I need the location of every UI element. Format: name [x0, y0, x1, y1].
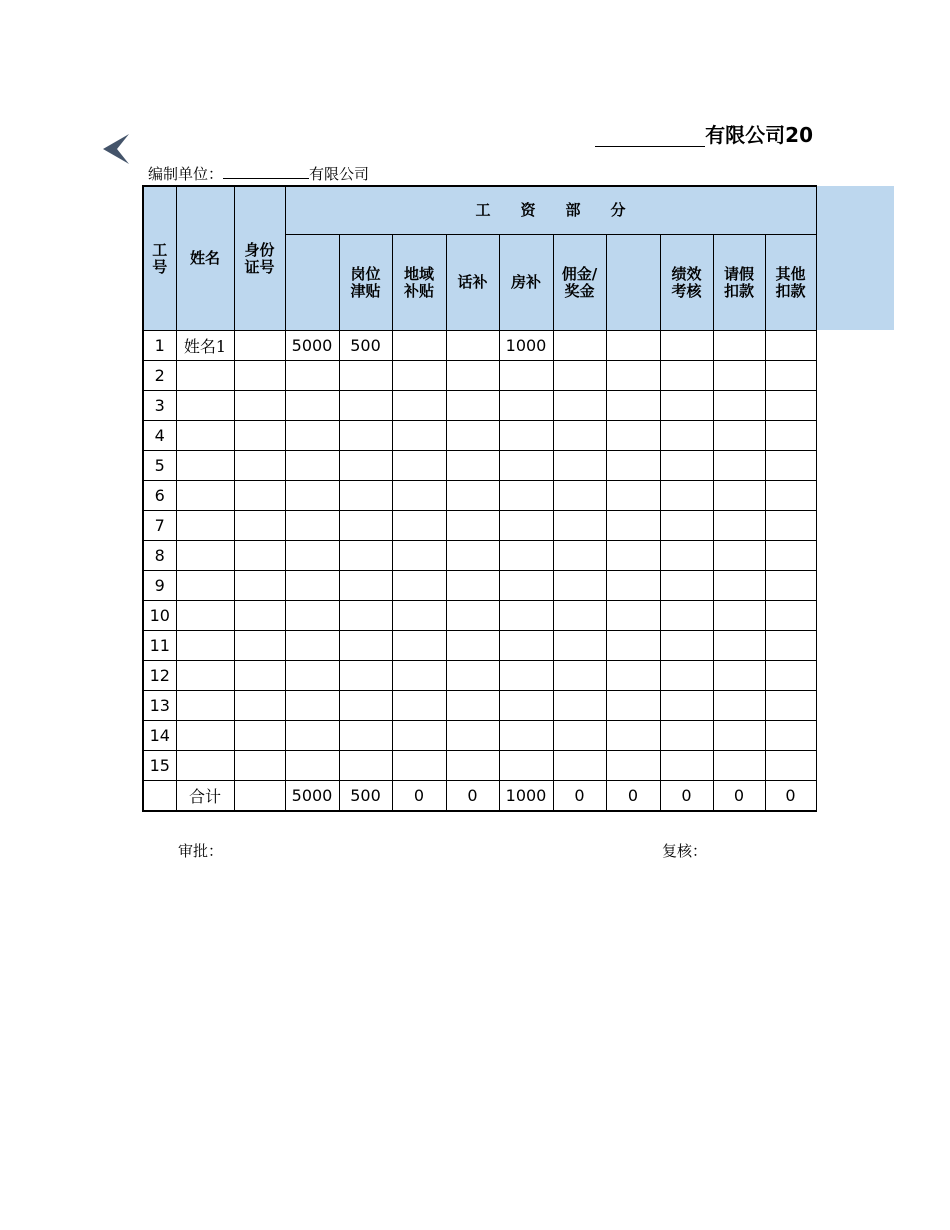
- total-leave[interactable]: 0: [713, 781, 765, 812]
- cell-other[interactable]: [765, 751, 816, 781]
- cell-other[interactable]: [765, 421, 816, 451]
- total-other[interactable]: 0: [765, 781, 816, 812]
- cell-idcard[interactable]: [234, 601, 285, 631]
- cell-commission[interactable]: [553, 331, 606, 361]
- cell-post[interactable]: [339, 451, 392, 481]
- cell-post[interactable]: [339, 541, 392, 571]
- cell-idcard[interactable]: [234, 511, 285, 541]
- cell-blank[interactable]: [606, 511, 660, 541]
- cell-name[interactable]: [176, 631, 234, 661]
- cell-phone[interactable]: [446, 661, 499, 691]
- header-region-allowance: 地域补贴: [392, 235, 446, 331]
- cell-other[interactable]: [765, 661, 816, 691]
- cell-base[interactable]: [285, 721, 339, 751]
- cell-region[interactable]: [392, 391, 446, 421]
- cell-idcard[interactable]: [234, 421, 285, 451]
- cell-performance[interactable]: [660, 601, 713, 631]
- cell-post[interactable]: [339, 511, 392, 541]
- cell-housing[interactable]: [499, 511, 553, 541]
- cell-base[interactable]: [285, 481, 339, 511]
- cell-leave[interactable]: [713, 751, 765, 781]
- total-post[interactable]: 500: [339, 781, 392, 812]
- cell-housing[interactable]: [499, 421, 553, 451]
- cell-region[interactable]: [392, 421, 446, 451]
- cell-commission[interactable]: [553, 391, 606, 421]
- cell-base[interactable]: 5000: [285, 331, 339, 361]
- cell-post[interactable]: [339, 601, 392, 631]
- cell-no[interactable]: 10: [143, 601, 176, 631]
- cell-name[interactable]: [176, 691, 234, 721]
- cell-leave[interactable]: [713, 571, 765, 601]
- cell-idcard[interactable]: [234, 391, 285, 421]
- cell-phone[interactable]: [446, 751, 499, 781]
- cell-commission[interactable]: [553, 691, 606, 721]
- cell-performance[interactable]: [660, 571, 713, 601]
- total-idcard[interactable]: [234, 781, 285, 812]
- cell-blank[interactable]: [606, 661, 660, 691]
- cell-blank[interactable]: [606, 451, 660, 481]
- cell-leave[interactable]: [713, 331, 765, 361]
- cell-commission[interactable]: [553, 361, 606, 391]
- cell-post[interactable]: [339, 391, 392, 421]
- cell-region[interactable]: [392, 751, 446, 781]
- table-row: [143, 331, 816, 361]
- cell-phone[interactable]: [446, 541, 499, 571]
- cell-name[interactable]: [176, 481, 234, 511]
- table-row: [143, 631, 816, 661]
- cell-blank[interactable]: [606, 481, 660, 511]
- cell-performance[interactable]: [660, 421, 713, 451]
- table-row: [143, 691, 816, 721]
- cell-name[interactable]: [176, 451, 234, 481]
- approve-label: 审批：: [178, 842, 224, 860]
- table-row: [143, 721, 816, 751]
- cell-region[interactable]: [392, 691, 446, 721]
- cell-blank[interactable]: [606, 691, 660, 721]
- cell-no[interactable]: 8: [143, 541, 176, 571]
- cell-idcard[interactable]: [234, 751, 285, 781]
- table-row: [143, 361, 816, 391]
- cell-phone[interactable]: [446, 421, 499, 451]
- cell-idcard[interactable]: [234, 571, 285, 601]
- cell-region[interactable]: [392, 721, 446, 751]
- cell-post[interactable]: [339, 721, 392, 751]
- cell-blank[interactable]: [606, 751, 660, 781]
- cell-base[interactable]: [285, 601, 339, 631]
- header-id: 工号: [143, 186, 176, 331]
- cell-base[interactable]: [285, 631, 339, 661]
- cell-blank[interactable]: [606, 721, 660, 751]
- cell-phone[interactable]: [446, 361, 499, 391]
- cell-other[interactable]: [765, 691, 816, 721]
- compiling-unit: 编制单位： 有限公司: [148, 165, 370, 183]
- total-no[interactable]: [143, 781, 176, 812]
- cell-phone[interactable]: [446, 391, 499, 421]
- cell-base[interactable]: [285, 451, 339, 481]
- cell-idcard[interactable]: [234, 331, 285, 361]
- cell-base[interactable]: [285, 661, 339, 691]
- header-housing-allowance: 房补: [499, 235, 553, 331]
- cell-housing[interactable]: [499, 451, 553, 481]
- cell-other[interactable]: [765, 541, 816, 571]
- table-row: [143, 541, 816, 571]
- header-commission: 佣金/奖金: [553, 235, 606, 331]
- cell-phone[interactable]: [446, 721, 499, 751]
- cell-name[interactable]: [176, 541, 234, 571]
- cell-leave[interactable]: [713, 661, 765, 691]
- cell-no[interactable]: 11: [143, 631, 176, 661]
- cell-post[interactable]: 500: [339, 331, 392, 361]
- table-row: [143, 421, 816, 451]
- header-phone-allowance: 话补: [446, 235, 499, 331]
- header-base: [285, 235, 339, 331]
- cell-region[interactable]: [392, 631, 446, 661]
- cell-leave[interactable]: [713, 721, 765, 751]
- cell-phone[interactable]: [446, 481, 499, 511]
- cell-no[interactable]: 6: [143, 481, 176, 511]
- cell-leave[interactable]: [713, 481, 765, 511]
- total-phone[interactable]: 0: [446, 781, 499, 812]
- cell-blank[interactable]: [606, 331, 660, 361]
- cell-performance[interactable]: [660, 361, 713, 391]
- cell-blank[interactable]: [606, 541, 660, 571]
- cell-region[interactable]: [392, 481, 446, 511]
- cell-base[interactable]: [285, 391, 339, 421]
- cell-region[interactable]: [392, 571, 446, 601]
- total-row: [143, 781, 816, 812]
- header-leave-deduction: 请假扣款: [713, 235, 765, 331]
- cell-idcard[interactable]: [234, 631, 285, 661]
- cell-idcard[interactable]: [234, 541, 285, 571]
- table-row: [143, 751, 816, 781]
- cell-post[interactable]: [339, 631, 392, 661]
- table-row: [143, 661, 816, 691]
- table-row: [143, 391, 816, 421]
- cell-commission[interactable]: [553, 751, 606, 781]
- cell-commission[interactable]: [553, 511, 606, 541]
- cell-performance[interactable]: [660, 691, 713, 721]
- cell-blank[interactable]: [606, 361, 660, 391]
- header-other-deduction: 其他扣款: [765, 235, 816, 331]
- cell-post[interactable]: [339, 421, 392, 451]
- cell-idcard[interactable]: [234, 661, 285, 691]
- header-post-allowance: 岗位津贴: [339, 235, 392, 331]
- cell-name[interactable]: [176, 391, 234, 421]
- header-salary-section: 工 资 部 分: [285, 186, 816, 235]
- cell-no[interactable]: 1: [143, 331, 176, 361]
- cell-idcard[interactable]: [234, 451, 285, 481]
- cell-phone[interactable]: [446, 451, 499, 481]
- cell-no[interactable]: 15: [143, 751, 176, 781]
- cell-housing[interactable]: [499, 571, 553, 601]
- cell-commission[interactable]: [553, 541, 606, 571]
- table-row: [143, 571, 816, 601]
- cell-name[interactable]: [176, 361, 234, 391]
- cell-other[interactable]: [765, 331, 816, 361]
- cell-other[interactable]: [765, 601, 816, 631]
- cell-commission[interactable]: [553, 451, 606, 481]
- cell-idcard[interactable]: [234, 361, 285, 391]
- cell-no[interactable]: 2: [143, 361, 176, 391]
- cell-base[interactable]: [285, 571, 339, 601]
- cell-base[interactable]: [285, 541, 339, 571]
- cell-other[interactable]: [765, 511, 816, 541]
- cell-housing[interactable]: 1000: [499, 331, 553, 361]
- title-blank-line: [595, 122, 705, 147]
- cell-blank[interactable]: [606, 571, 660, 601]
- cell-leave[interactable]: [713, 451, 765, 481]
- cell-other[interactable]: [765, 481, 816, 511]
- total-commission[interactable]: 0: [553, 781, 606, 812]
- page-title: 有限公司20: [587, 122, 813, 148]
- cell-phone[interactable]: [446, 601, 499, 631]
- cell-region[interactable]: [392, 361, 446, 391]
- cell-name[interactable]: 姓名1: [176, 331, 234, 361]
- cell-commission[interactable]: [553, 721, 606, 751]
- cell-name[interactable]: [176, 751, 234, 781]
- header-idcard: 身份证号: [234, 186, 285, 331]
- cell-performance[interactable]: [660, 511, 713, 541]
- table-row: [143, 511, 816, 541]
- cell-blank[interactable]: [606, 421, 660, 451]
- cell-performance[interactable]: [660, 751, 713, 781]
- cell-blank[interactable]: [606, 601, 660, 631]
- cell-phone[interactable]: [446, 571, 499, 601]
- cell-base[interactable]: [285, 361, 339, 391]
- cell-commission[interactable]: [553, 661, 606, 691]
- cell-name[interactable]: [176, 421, 234, 451]
- cell-commission[interactable]: [553, 601, 606, 631]
- cell-region[interactable]: [392, 541, 446, 571]
- cell-performance[interactable]: [660, 721, 713, 751]
- cell-phone[interactable]: [446, 511, 499, 541]
- cell-performance[interactable]: [660, 541, 713, 571]
- cell-commission[interactable]: [553, 571, 606, 601]
- total-performance[interactable]: 0: [660, 781, 713, 812]
- cell-housing[interactable]: [499, 631, 553, 661]
- total-label: 合计: [176, 781, 234, 812]
- cell-idcard[interactable]: [234, 481, 285, 511]
- cell-performance[interactable]: [660, 481, 713, 511]
- cell-phone[interactable]: [446, 631, 499, 661]
- cell-idcard[interactable]: [234, 721, 285, 751]
- table-row: [143, 451, 816, 481]
- salary-table: [142, 185, 817, 812]
- cell-blank[interactable]: [606, 631, 660, 661]
- cell-post[interactable]: [339, 751, 392, 781]
- cell-name[interactable]: [176, 661, 234, 691]
- cell-region[interactable]: [392, 511, 446, 541]
- total-housing[interactable]: 1000: [499, 781, 553, 812]
- cell-phone[interactable]: [446, 331, 499, 361]
- table-row: [143, 481, 816, 511]
- arrow-left-icon[interactable]: [103, 134, 129, 164]
- cell-phone[interactable]: [446, 691, 499, 721]
- cell-housing[interactable]: [499, 661, 553, 691]
- cell-region[interactable]: [392, 661, 446, 691]
- cell-housing[interactable]: [499, 601, 553, 631]
- cell-post[interactable]: [339, 571, 392, 601]
- cell-housing[interactable]: [499, 541, 553, 571]
- cell-performance[interactable]: [660, 631, 713, 661]
- table-row: [143, 601, 816, 631]
- cell-base[interactable]: [285, 751, 339, 781]
- cell-name[interactable]: [176, 571, 234, 601]
- cell-base[interactable]: [285, 511, 339, 541]
- cell-other[interactable]: [765, 361, 816, 391]
- cell-no[interactable]: 13: [143, 691, 176, 721]
- review-label: 复核：: [662, 842, 708, 860]
- cell-no[interactable]: 12: [143, 661, 176, 691]
- cell-housing[interactable]: [499, 751, 553, 781]
- cell-leave[interactable]: [713, 601, 765, 631]
- total-region[interactable]: 0: [392, 781, 446, 812]
- unit-blank-line: [223, 164, 309, 179]
- cell-name[interactable]: [176, 721, 234, 751]
- cell-blank[interactable]: [606, 391, 660, 421]
- cell-housing[interactable]: [499, 721, 553, 751]
- cell-other[interactable]: [765, 721, 816, 751]
- header-blank: [606, 235, 660, 331]
- cell-leave[interactable]: [713, 631, 765, 661]
- cell-region[interactable]: [392, 331, 446, 361]
- cell-region[interactable]: [392, 601, 446, 631]
- cell-commission[interactable]: [553, 631, 606, 661]
- cell-leave[interactable]: [713, 421, 765, 451]
- cell-no[interactable]: 9: [143, 571, 176, 601]
- cell-other[interactable]: [765, 571, 816, 601]
- cell-no[interactable]: 4: [143, 421, 176, 451]
- cell-housing[interactable]: [499, 691, 553, 721]
- cell-commission[interactable]: [553, 421, 606, 451]
- cell-commission[interactable]: [553, 481, 606, 511]
- cell-performance[interactable]: [660, 661, 713, 691]
- header-fill-extension: [815, 186, 894, 330]
- cell-no[interactable]: 5: [143, 451, 176, 481]
- total-base[interactable]: 5000: [285, 781, 339, 812]
- cell-housing[interactable]: [499, 481, 553, 511]
- cell-leave[interactable]: [713, 511, 765, 541]
- cell-post[interactable]: [339, 691, 392, 721]
- cell-region[interactable]: [392, 451, 446, 481]
- cell-performance[interactable]: [660, 391, 713, 421]
- cell-performance[interactable]: [660, 331, 713, 361]
- cell-no[interactable]: 7: [143, 511, 176, 541]
- cell-idcard[interactable]: [234, 691, 285, 721]
- cell-other[interactable]: [765, 391, 816, 421]
- cell-no[interactable]: 14: [143, 721, 176, 751]
- total-blank[interactable]: 0: [606, 781, 660, 812]
- cell-other[interactable]: [765, 631, 816, 661]
- cell-housing[interactable]: [499, 361, 553, 391]
- cell-post[interactable]: [339, 361, 392, 391]
- cell-housing[interactable]: [499, 391, 553, 421]
- cell-base[interactable]: [285, 421, 339, 451]
- cell-leave[interactable]: [713, 541, 765, 571]
- cell-base[interactable]: [285, 691, 339, 721]
- cell-leave[interactable]: [713, 691, 765, 721]
- header-performance: 绩效考核: [660, 235, 713, 331]
- cell-leave[interactable]: [713, 361, 765, 391]
- cell-performance[interactable]: [660, 451, 713, 481]
- cell-other[interactable]: [765, 451, 816, 481]
- cell-leave[interactable]: [713, 391, 765, 421]
- header-name: 姓名: [176, 186, 234, 331]
- cell-name[interactable]: [176, 601, 234, 631]
- cell-name[interactable]: [176, 511, 234, 541]
- cell-post[interactable]: [339, 481, 392, 511]
- cell-post[interactable]: [339, 661, 392, 691]
- cell-no[interactable]: 3: [143, 391, 176, 421]
